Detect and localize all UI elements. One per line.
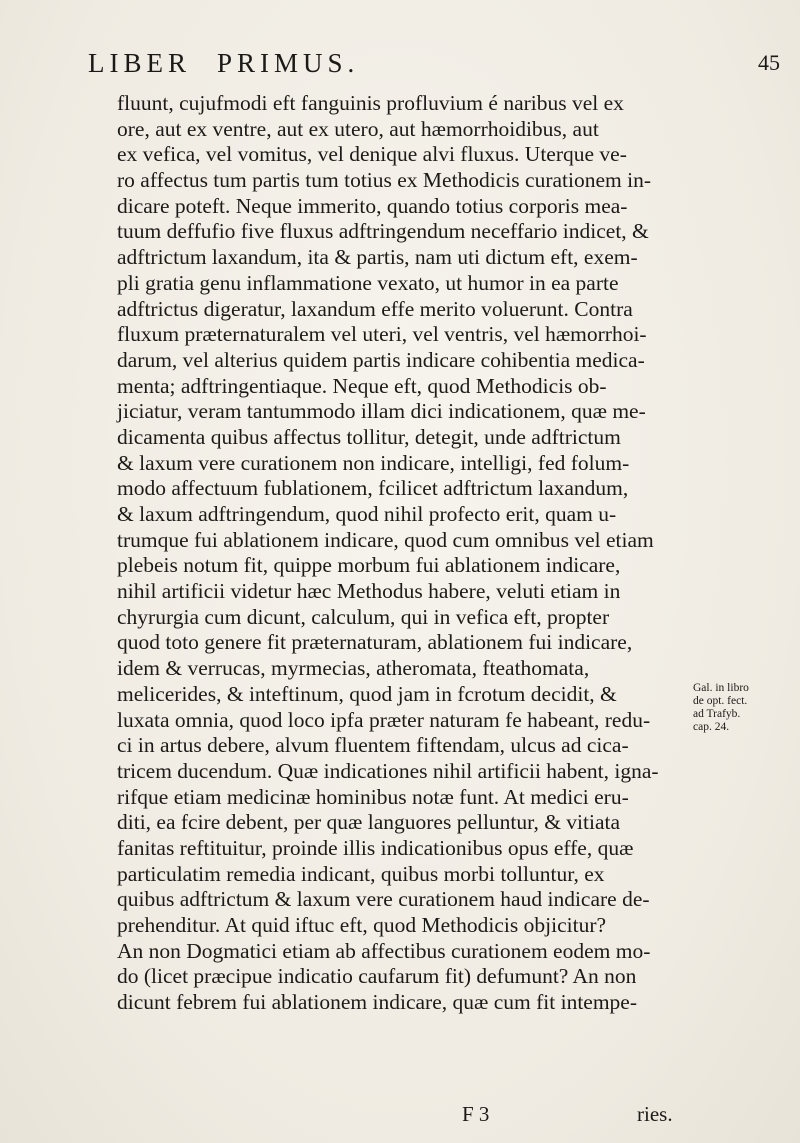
text-line: fluunt, cujufmodi eft fanguinis profluvium é naribus vel ex xyxy=(117,91,624,115)
text-line: adftrictus digeratur, laxandum effe merito voluerunt. Contra xyxy=(117,296,633,321)
running-head xyxy=(88,48,359,79)
text-line: dicamenta quibus affectus tollitur, detegit, unde adftrictum xyxy=(117,424,621,449)
page-footer xyxy=(0,1102,800,1132)
signature-mark: F 3 xyxy=(462,1102,490,1126)
body-text xyxy=(117,91,677,1016)
text-line: melicerides, & inteftinum, quod jam in fcrotum decidit, & xyxy=(117,681,617,706)
text-line: fluxum præternaturalem vel uteri, vel ventris, vel hæmorrhoi- xyxy=(117,322,647,347)
text-line: ro affectus tum partis tum totius ex Methodicis curationem in- xyxy=(117,168,652,193)
text-line: dicare poteft. Neque immerito, quando totius corporis mea- xyxy=(117,193,628,218)
margin-note-line: cap. 24. xyxy=(693,721,730,733)
text-line: & laxum vere curationem non indicare, intelligi, fed folum- xyxy=(117,450,630,475)
text-line: quibus adftrictum & laxum vere curationem haud indicare de- xyxy=(117,887,650,912)
margin-note-line: Gal. in libro xyxy=(693,682,749,694)
text-line: modo affectuum fublationem, fcilicet adftrictum laxandum, xyxy=(117,476,629,501)
page-number: 45 xyxy=(758,50,780,75)
text-line: nihil artificii videtur hæc Methodus habere, veluti etiam in xyxy=(117,579,621,604)
margin-note-line: de opt. fect. xyxy=(693,695,748,707)
text-line: idem & verrucas, myrmecias, atheromata, fteathomata, xyxy=(117,656,590,681)
text-line: jiciatur, veram tantummodo illam dici indicationem, quæ me- xyxy=(117,399,646,424)
text-line: trumque fui ablationem indicare, quod cum omnibus vel etiam xyxy=(117,527,654,552)
text-line: adftrictum laxandum, ita & partis, nam uti dictum eft, exem- xyxy=(117,245,638,270)
text-line: diti, ea fcire debent, per quæ languores pelluntur, & vitiata xyxy=(117,810,621,835)
text-line: do (licet præcipue indicatio caufarum fit) defumunt? An non xyxy=(117,964,637,989)
text-line: & laxum adftringendum, quod nihil profecto erit, quam u- xyxy=(117,502,617,526)
margin-note-line: ad Trafyb. xyxy=(693,708,741,720)
text-line: tricem ducendum. Quæ indicationes nihil artificii habent, igna- xyxy=(117,758,659,783)
page-header xyxy=(0,44,800,84)
text-line: particulatim remedia indicant, quibus morbi tolluntur, ex xyxy=(117,861,605,886)
text-line: fanitas reftituitur, proinde illis indicationibus opus effe, quæ xyxy=(117,835,634,860)
running-head-primus: PRIMUS. xyxy=(217,48,360,78)
text-line: chyrurgia cum dicunt, calculum, qui in vefica eft, propter xyxy=(117,604,610,629)
text-line: dicunt febrem fui ablationem indicare, quæ cum fit intempe- xyxy=(117,990,638,1015)
text-line: An non Dogmatici etiam ab affectibus curationem eodem mo- xyxy=(117,938,651,963)
text-line: darum, vel alterius quidem partis indicare cohibentia medica- xyxy=(117,347,645,372)
catchword: ries. xyxy=(637,1102,673,1126)
text-line: pli gratia genu inflammatione vexato, ut humor in ea parte xyxy=(117,270,619,295)
text-line: luxata omnia, quod loco ipfa præter naturam fe habeant, redu- xyxy=(117,707,651,732)
text-line: quod toto genere fit præternaturam, ablationem fui indicare, xyxy=(117,630,633,655)
running-head-liber: LIBER xyxy=(88,48,191,78)
text-line: ex vefica, vel vomitus, vel denique alvi fluxus. Uterque ve- xyxy=(117,142,627,167)
text-line: ci in artus debere, alvum fluentem fiftendam, ulcus ad cica- xyxy=(117,733,629,758)
text-line: ore, aut ex ventre, aut ex utero, aut hæmorrhoidibus, aut xyxy=(117,116,599,141)
text-line: tuum deffufio five fluxus adftringendum neceffario indicet, & xyxy=(117,219,649,244)
text-line: menta; adftringentiaque. Neque eft, quod Methodicis ob- xyxy=(117,373,607,398)
text-line: rifque etiam medicinæ hominibus notæ funt. At medici eru- xyxy=(117,784,629,809)
text-line: prehenditur. At quid iftuc eft, quod Methodicis objicitur? xyxy=(117,913,607,937)
margin-note xyxy=(693,682,798,734)
text-line: plebeis notum fit, quippe morbum fui ablationem indicare, xyxy=(117,553,621,578)
